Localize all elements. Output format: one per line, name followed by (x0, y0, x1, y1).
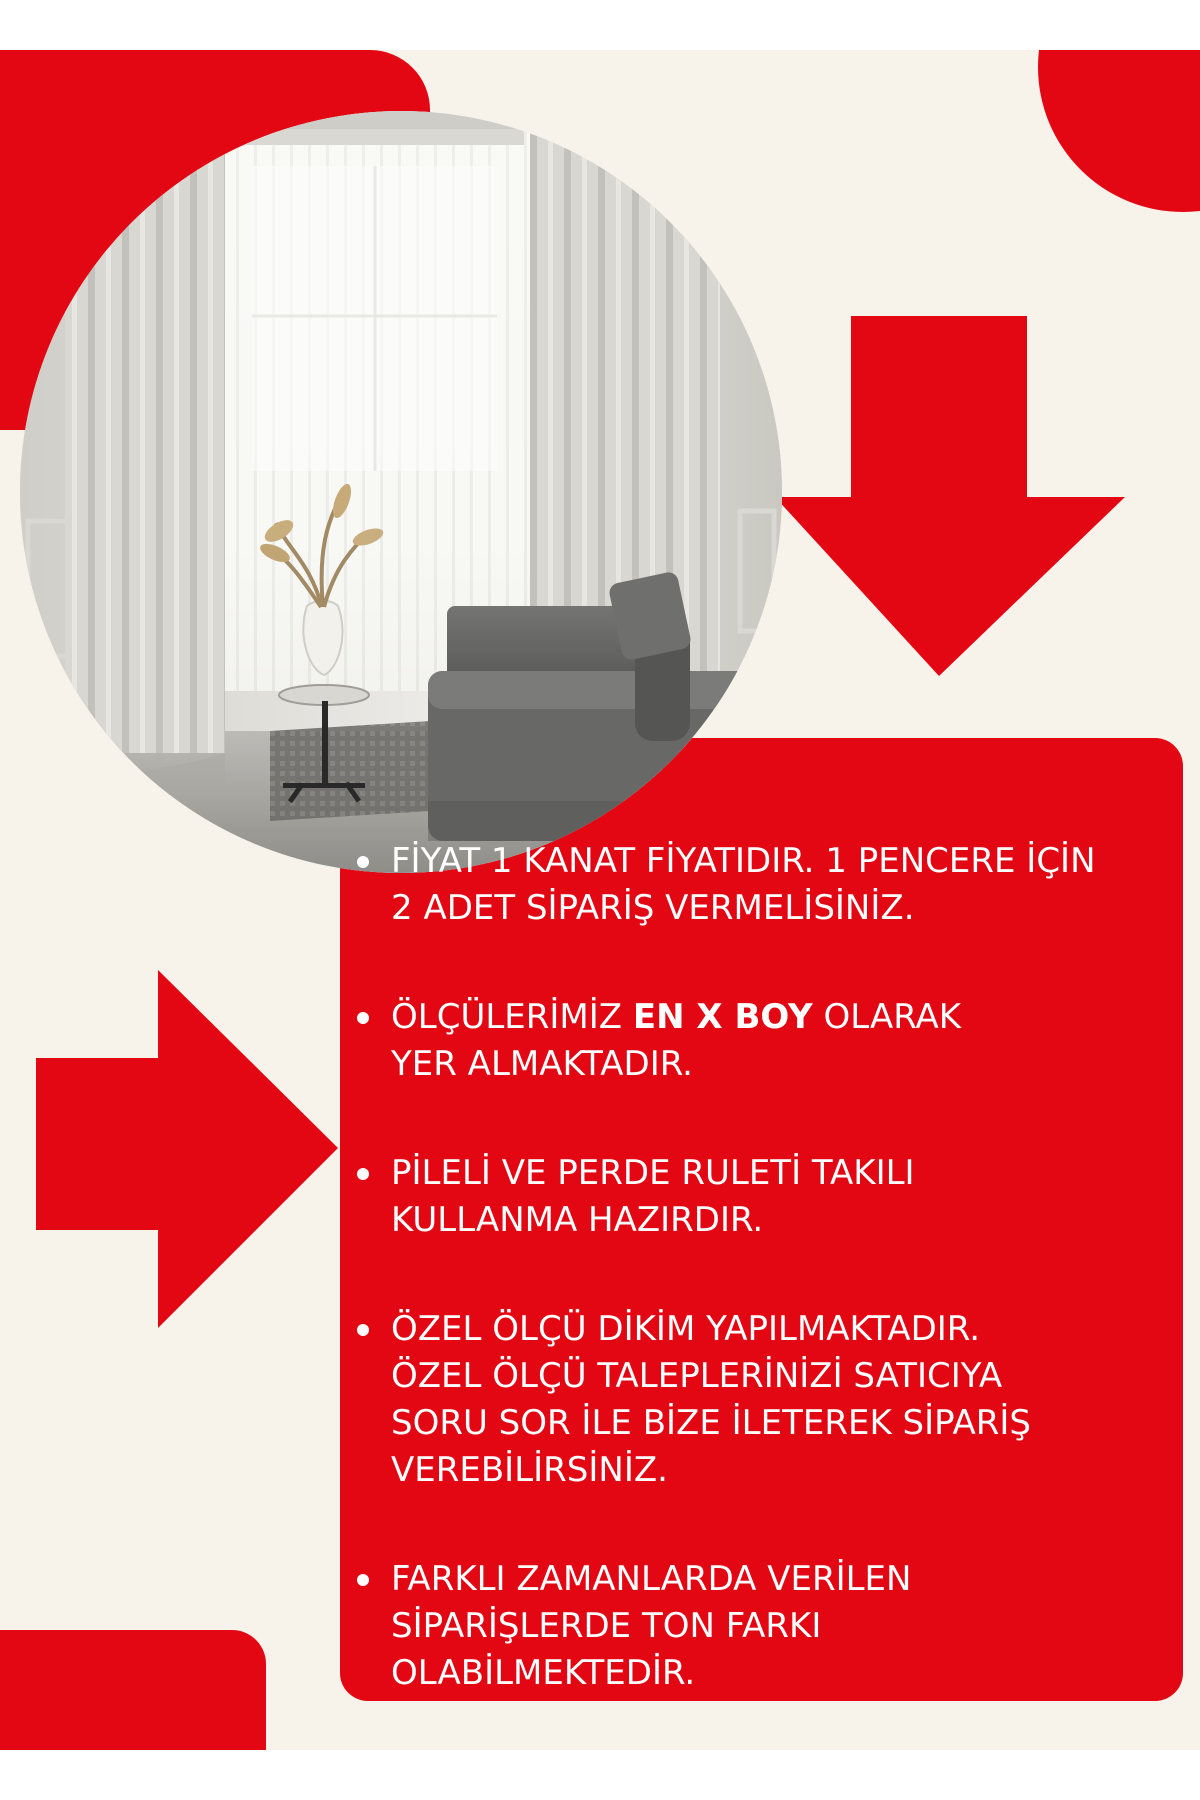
right-arrow-icon (36, 970, 338, 1328)
bullet-single-panel-price (355, 838, 1185, 932)
bullet-dot-icon (357, 1324, 369, 1336)
bullet-text: FİYAT 1 KANAT FİYATIDIR. 1 PENCERE İÇİN 2 ADET SİPARİŞ VERMELİSİNİZ. (391, 841, 1096, 928)
bullet-dot-icon (357, 1574, 369, 1586)
bullet-text-suffix: OLARAK YER ALMAKTADIR. (391, 997, 962, 1084)
bullet-dot-icon (357, 856, 369, 868)
bullet-text: PİLELİ VE PERDE RULETİ TAKILI KULLANMA HAZIRDIR. (391, 1153, 915, 1240)
bottom-left-red-shape (0, 1630, 266, 1750)
top-right-red-circle (1038, 50, 1200, 212)
bullet-text: ÖZEL ÖLÇÜ DİKİM YAPILMAKTADIR. ÖZEL ÖLÇÜ TALEPLERİNİZİ SATICIYA SORU SOR İLE BİZE İLETEREK SİPARİŞ VEREBİLİRSİNİZ. (391, 1309, 1031, 1490)
bullet-text: FARKLI ZAMANLARDA VERİLEN SİPARİŞLERDE TON FARKI OLABİLMEKTEDİR. (391, 1559, 912, 1693)
bullet-text-dimensions (391, 994, 1185, 1088)
bullet-dot-icon (357, 1012, 369, 1024)
bullet-custom-size (355, 1306, 1185, 1494)
bullet-text-prefix: ÖLÇÜLERİMİZ (391, 997, 633, 1037)
curtain-room-photo (20, 111, 782, 873)
bullet-dot-icon (357, 1168, 369, 1180)
down-arrow-icon (775, 316, 1125, 676)
info-bullet-list (355, 838, 1185, 1697)
bullet-tone-difference (355, 1556, 1185, 1697)
dimension-format: EN X BOY (632, 997, 813, 1037)
bullet-dimensions (355, 994, 1185, 1088)
bullet-ready-to-use (355, 1150, 1185, 1244)
